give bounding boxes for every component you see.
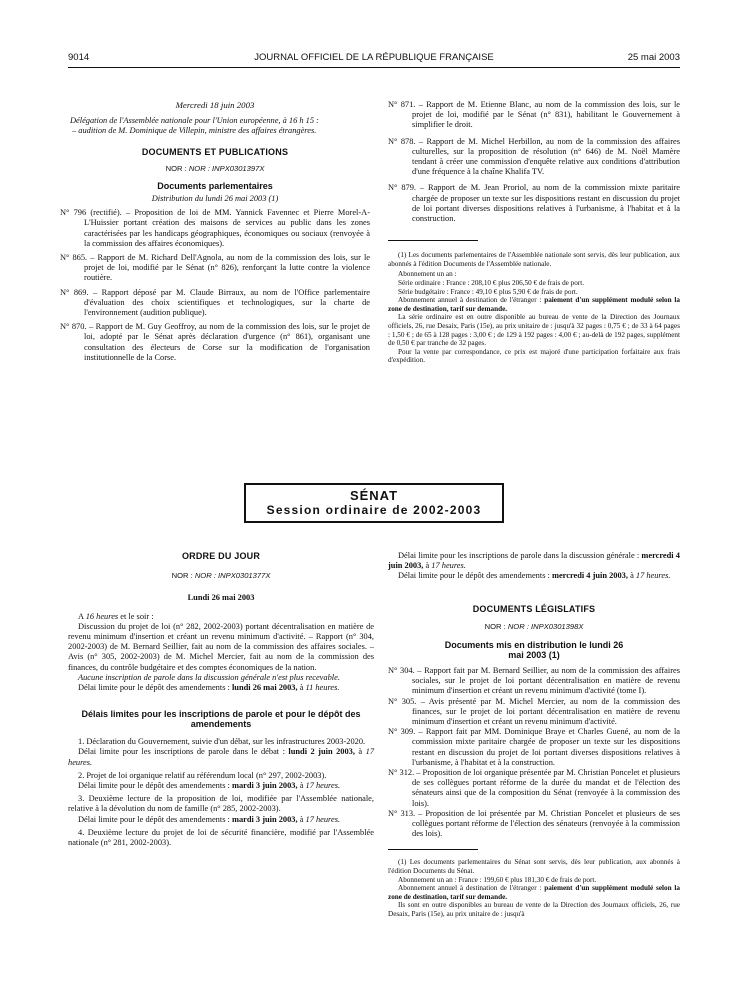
footnote-sale: Ils sont en outre disponibles au bureau de vente de la Direction des Journaux officiels, 26, rue Desaix, Paris (15e), au prix unitaire de : jusqu'à: [388, 901, 680, 919]
deadline-time: 17 heures.: [635, 571, 671, 581]
deadline-time: 17 heures.: [68, 747, 375, 767]
document-entry: N° 305. – Avis présenté par M. Michel Mercier, au nom de la commission des finances, sur le projet de loi portant décentralisation en matière de revenu minimum d'insertion et créant un revenu minimum d'activité.: [388, 696, 680, 727]
deadline-text: à: [423, 561, 432, 571]
time-pre: A: [78, 611, 86, 621]
agenda-item-deadline: [68, 815, 374, 825]
agenda-item: 1. Déclaration du Gouvernement, suivie d'un débat, sur les infrastructures 2003-2020.: [78, 737, 366, 747]
document-entry: N° 796 (rectifié). – Proposition de loi de MM. Yannick Favennec et Pierre Morel-A-L'Huissier portant création des maisons de services au public dans les zones caractérisées par les handicaps géographiques, économiques ou sociaux (renvoyée à la commission des affaires économiques).: [60, 208, 370, 248]
deadline-text: Délai limite pour les inscriptions de parole dans la discussion générale :: [398, 551, 642, 560]
footnote-correspondance: Pour la vente par correspondance, ce prix est majoré d'une participation forfaitaire aux frais d'expédition.: [388, 347, 680, 365]
no-inscription-note: Aucune inscription de parole dans la discussion générale n'est plus recevable.: [78, 672, 340, 682]
footnote-annual: [388, 884, 680, 901]
session-time: [68, 612, 374, 622]
page-number: 9014: [68, 52, 90, 63]
footnote: [388, 251, 680, 365]
subsection-documents-parlementaires: Documents parlementaires: [157, 181, 273, 192]
footnote-annual: [388, 296, 680, 313]
agenda-item-deadline: [68, 781, 374, 791]
deadline-bold: mardi 3 juin 2003,: [231, 781, 298, 791]
senat-title: SÉNAT: [349, 488, 399, 503]
deadline-bold: mercredi 4 juin 2003,: [551, 571, 628, 581]
senat-session: Session ordinaire de 2002-2003: [266, 503, 482, 517]
document-entry: N° 870. – Rapport de M. Guy Geoffroy, au nom de la commission des lois, sur le projet de loi, adopté par le Sénat après déclaration d'urgence (n° 861), organisant une consultation des électeurs de Corse sur la modification de l'organisation institutionnelle de la Corse.: [60, 322, 370, 362]
document-entry: N° 865. – Rapport de M. Richard Dell'Agnola, au nom de la commission des lois, sur le projet de loi, modifié par le Sénat (n° 826), renforçant la lutte contre la violence routière.: [60, 253, 370, 283]
deadline-time: 17 heures.: [431, 561, 466, 571]
time-italic: 16 heures: [85, 611, 119, 621]
document-entry: N° 312. – Proposition de loi organique présentée par M. Christian Poncelet et plusieurs de ses collègues portant réforme de la durée du mandat et de l'élection des sénateurs ainsi que de la composition du Sénat (renvoyée à la commission des lois).: [388, 768, 680, 808]
document-entry: N° 871. – Rapport de M. Etienne Blanc, au nom de la commission des lois, sur le projet de loi, modifié par le Sénat (n° 831), habilitant le Gouvernement à simplifier le droit.: [388, 100, 680, 130]
deadline-text: Délai limite pour le dépôt des amendements :: [78, 814, 232, 824]
footnote-intro: (1) Les documents parlementaires du Sénat sont servis, dès leur publication, aux abonnés à l'édition Documents du Sénat.: [388, 858, 680, 876]
nor-code-text: NOR : INPX0301377X: [194, 571, 271, 581]
agenda-item: 4. Deuxième lecture du projet de loi de sécurité financière, modifié par l'Assemblée nationale (n° 281, 2002-2003).: [68, 827, 374, 848]
page-header: [68, 52, 680, 66]
footnote-intro: (1) Les documents parlementaires de l'Assemblée nationale sont servis, dès leur publication, aux abonnés à l'édition Documents de l'Assemblée nationale.: [388, 251, 680, 268]
nor-code-text: NOR : INPX0301398X: [507, 621, 584, 631]
deadline-text: Délai limite pour le dépôt des amendements :: [78, 781, 232, 791]
deadline-text: Délai limite pour le dépôt des amendements :: [398, 571, 552, 581]
deadline-time: 17 heures.: [305, 814, 341, 824]
footnote-annual-text: Abonnement annuel à destination de l'étranger :: [398, 296, 545, 305]
ordre-du-jour-title: ORDRE DU JOUR: [181, 551, 261, 561]
footnote-serie-budgetaire: Série budgétaire : France : 49,10 € plus 5,90 € de frais de port.: [398, 287, 578, 296]
distribution-date: Distribution du lundi 26 mai 2003 (1): [151, 194, 279, 204]
footnote-abonnement: Abonnement un an : France : 199,60 € plus 181,30 € de frais de port.: [398, 875, 597, 884]
document-entry: N° 309. – Rapport fait par MM. Dominique Braye et Charles Guené, au nom de la commission mixte paritaire chargée de proposer un texte sur les dispositions restant en discussion du projet de loi portant diverses dispositions relatives à l'urbanisme, à l'habitat et à la construction.: [388, 727, 680, 767]
footnote-serie-ordinaire: Série ordinaire : France : 208,10 € plus 206,50 € de frais de port.: [398, 279, 585, 288]
amendment-deadline: [68, 683, 374, 693]
deadline-bold: lundi 26 mai 2003,: [231, 683, 298, 693]
senat-title-box: [244, 483, 504, 523]
nor-code: NOR : NOR : INPX0301397X: [165, 163, 265, 173]
footnote-rule: [388, 849, 478, 850]
subsection-documents-distribution: Documents mis en distribution le lundi 26 mai 2003 (1): [444, 640, 624, 661]
deadline-time: 17 heures.: [305, 781, 341, 791]
deadline-text: à: [354, 747, 366, 757]
footnote-rule: [388, 240, 478, 241]
top-left-column: [60, 100, 370, 363]
document-entry: N° 304. – Rapport fait par M. Bernard Seillier, au nom de la commission des affaires sociales, sur le projet de loi portant décentralisation en matière de revenu minimum d'insertion et créant un revenu minimum d'activité (tome I).: [388, 666, 680, 696]
deadline-bold: lundi 2 juin 2003,: [288, 747, 355, 757]
bottom-left-column: [68, 551, 374, 848]
deadline-inscriptions: [388, 551, 680, 571]
top-right-column: [388, 100, 680, 365]
nor-code-text: NOR : INPX0301397X: [188, 163, 265, 173]
delegation-intro: Délégation de l'Assemblée nationale pour l'Union européenne, à 16 h 15 :: [70, 116, 319, 126]
deadline-text: à: [297, 683, 306, 693]
nor-code: NOR : NOR : INPX0301398X: [484, 621, 584, 631]
document-entry: N° 869. – Rapport déposé par M. Claude Birraux, au nom de l'Office parlementaire d'évaluation des choix scientifiques et technologiques, sur la charte de l'environnement (audition publique).: [60, 287, 370, 318]
agenda-item-deadline: [68, 747, 374, 767]
footnote: [388, 858, 680, 918]
deadline-text: à: [297, 814, 306, 824]
section-title-documents-legislatifs: DOCUMENTS LÉGISLATIFS: [472, 603, 596, 614]
delegation-item: – audition de M. Dominique de Villepin, ministre des affaires étrangères.: [72, 126, 317, 136]
footnote-serie-sale: La série ordinaire est en outre disponible au bureau de vente de la Direction des Journaux officiels, 26, rue Desaix, Paris (15e), au prix unitaire de : jusqu'à 32 pages : 0,75 € ; de 33 à 64 pages : 1,50 € ; de 65 à 128 pages : 3,00 € ; de 129 à 192 pages : 4,00 € ; au-delà de 192 pages, supplément de 0,50 € par tranche de 32 pages.: [388, 313, 680, 348]
document-entry: N° 313. – Proposition de loi présentée par M. Christian Poncelet et plusieurs de ses collègues portant réforme de l'élection des sénateurs (renvoyée à la commission des lois).: [388, 808, 680, 839]
meeting-date: Mercredi 18 juin 2003: [175, 100, 255, 110]
agenda-item: 3. Deuxième lecture de la proposition de loi, modifiée par l'Assemblée nationale, relative à la dévolution du nom de famille (n° 285, 2002-2003).: [68, 794, 374, 814]
footnote-annual-bold: paiement d'un supplément modulé selon la zone de destination, tarif sur demande.: [388, 884, 680, 901]
footnote-annual-bold: paiement d'un supplément modulé selon la zone de destination, tarif sur demande.: [388, 296, 680, 313]
session-date: Lundi 26 mai 2003: [187, 593, 255, 603]
document-entry: N° 878. – Rapport de M. Michel Herbillon, au nom de la commission des affaires culturelles, sur la proposition de résolution (n° 646) de M. Noël Mamère tendant à créer une commission d'enquête relative aux conditions d'attribution d'une fréquence à la chaîne Khalifa TV.: [388, 136, 680, 177]
document-entry: N° 879. – Rapport de M. Jean Proriol, au nom de la commission mixte paritaire chargée de proposer un texte sur les dispositions restant en discussion du projet de loi portant diverses dispositions relatives à l'urbanisme, à l'habitat et à la construction.: [388, 183, 680, 224]
agenda-item: 2. Projet de loi organique relatif au référendum local (n° 297, 2002-2003).: [78, 770, 327, 780]
nor-code: NOR : NOR : INPX0301377X: [171, 571, 271, 581]
bottom-right-column: [388, 551, 680, 919]
discussion-text: Discussion du projet de loi (n° 282, 2002-2003) portant décentralisation en matière de revenu minimum d'insertion et créant un revenu minimum d'activité. – Rapport (n° 304, 2002-2003) de M. Bernard Seillier, fait au nom de la commission des affaires sociales. – Avis (n° 305, 2002-2003) de M. Michel Mercier, fait au nom de la commission des finances, du contrôle budgétaire et des comptes économiques de la nation.: [68, 621, 374, 672]
deadline-text: Délai limite pour le dépôt des amendements :: [78, 683, 232, 693]
footnote-annual-text: Abonnement annuel à destination de l'étranger :: [398, 884, 545, 893]
journal-title: JOURNAL OFFICIEL DE LA RÉPUBLIQUE FRANÇAISE: [254, 52, 494, 63]
deadline-text: à: [627, 571, 636, 581]
deadline-amendements: [388, 571, 680, 581]
deadline-bold: mardi 3 juin 2003,: [231, 814, 298, 824]
time-post: et le soir :: [118, 611, 154, 621]
issue-date: 25 mai 2003: [627, 52, 680, 63]
header-rule: [68, 67, 680, 68]
footnote-sub-label: Abonnement un an :: [398, 270, 457, 279]
deadline-bold: mercredi 4 juin 2003,: [388, 551, 680, 571]
subsection-delais-limites: Délais limites pour les inscriptions de parole et pour le dépôt des amendements: [81, 709, 361, 730]
deadline-text: Délai limite pour les inscriptions de parole dans le débat :: [78, 747, 289, 757]
deadline-text: à: [297, 781, 306, 791]
section-title-documents-publications: DOCUMENTS ET PUBLICATIONS: [141, 146, 289, 157]
deadline-time: 11 heures.: [305, 683, 340, 693]
